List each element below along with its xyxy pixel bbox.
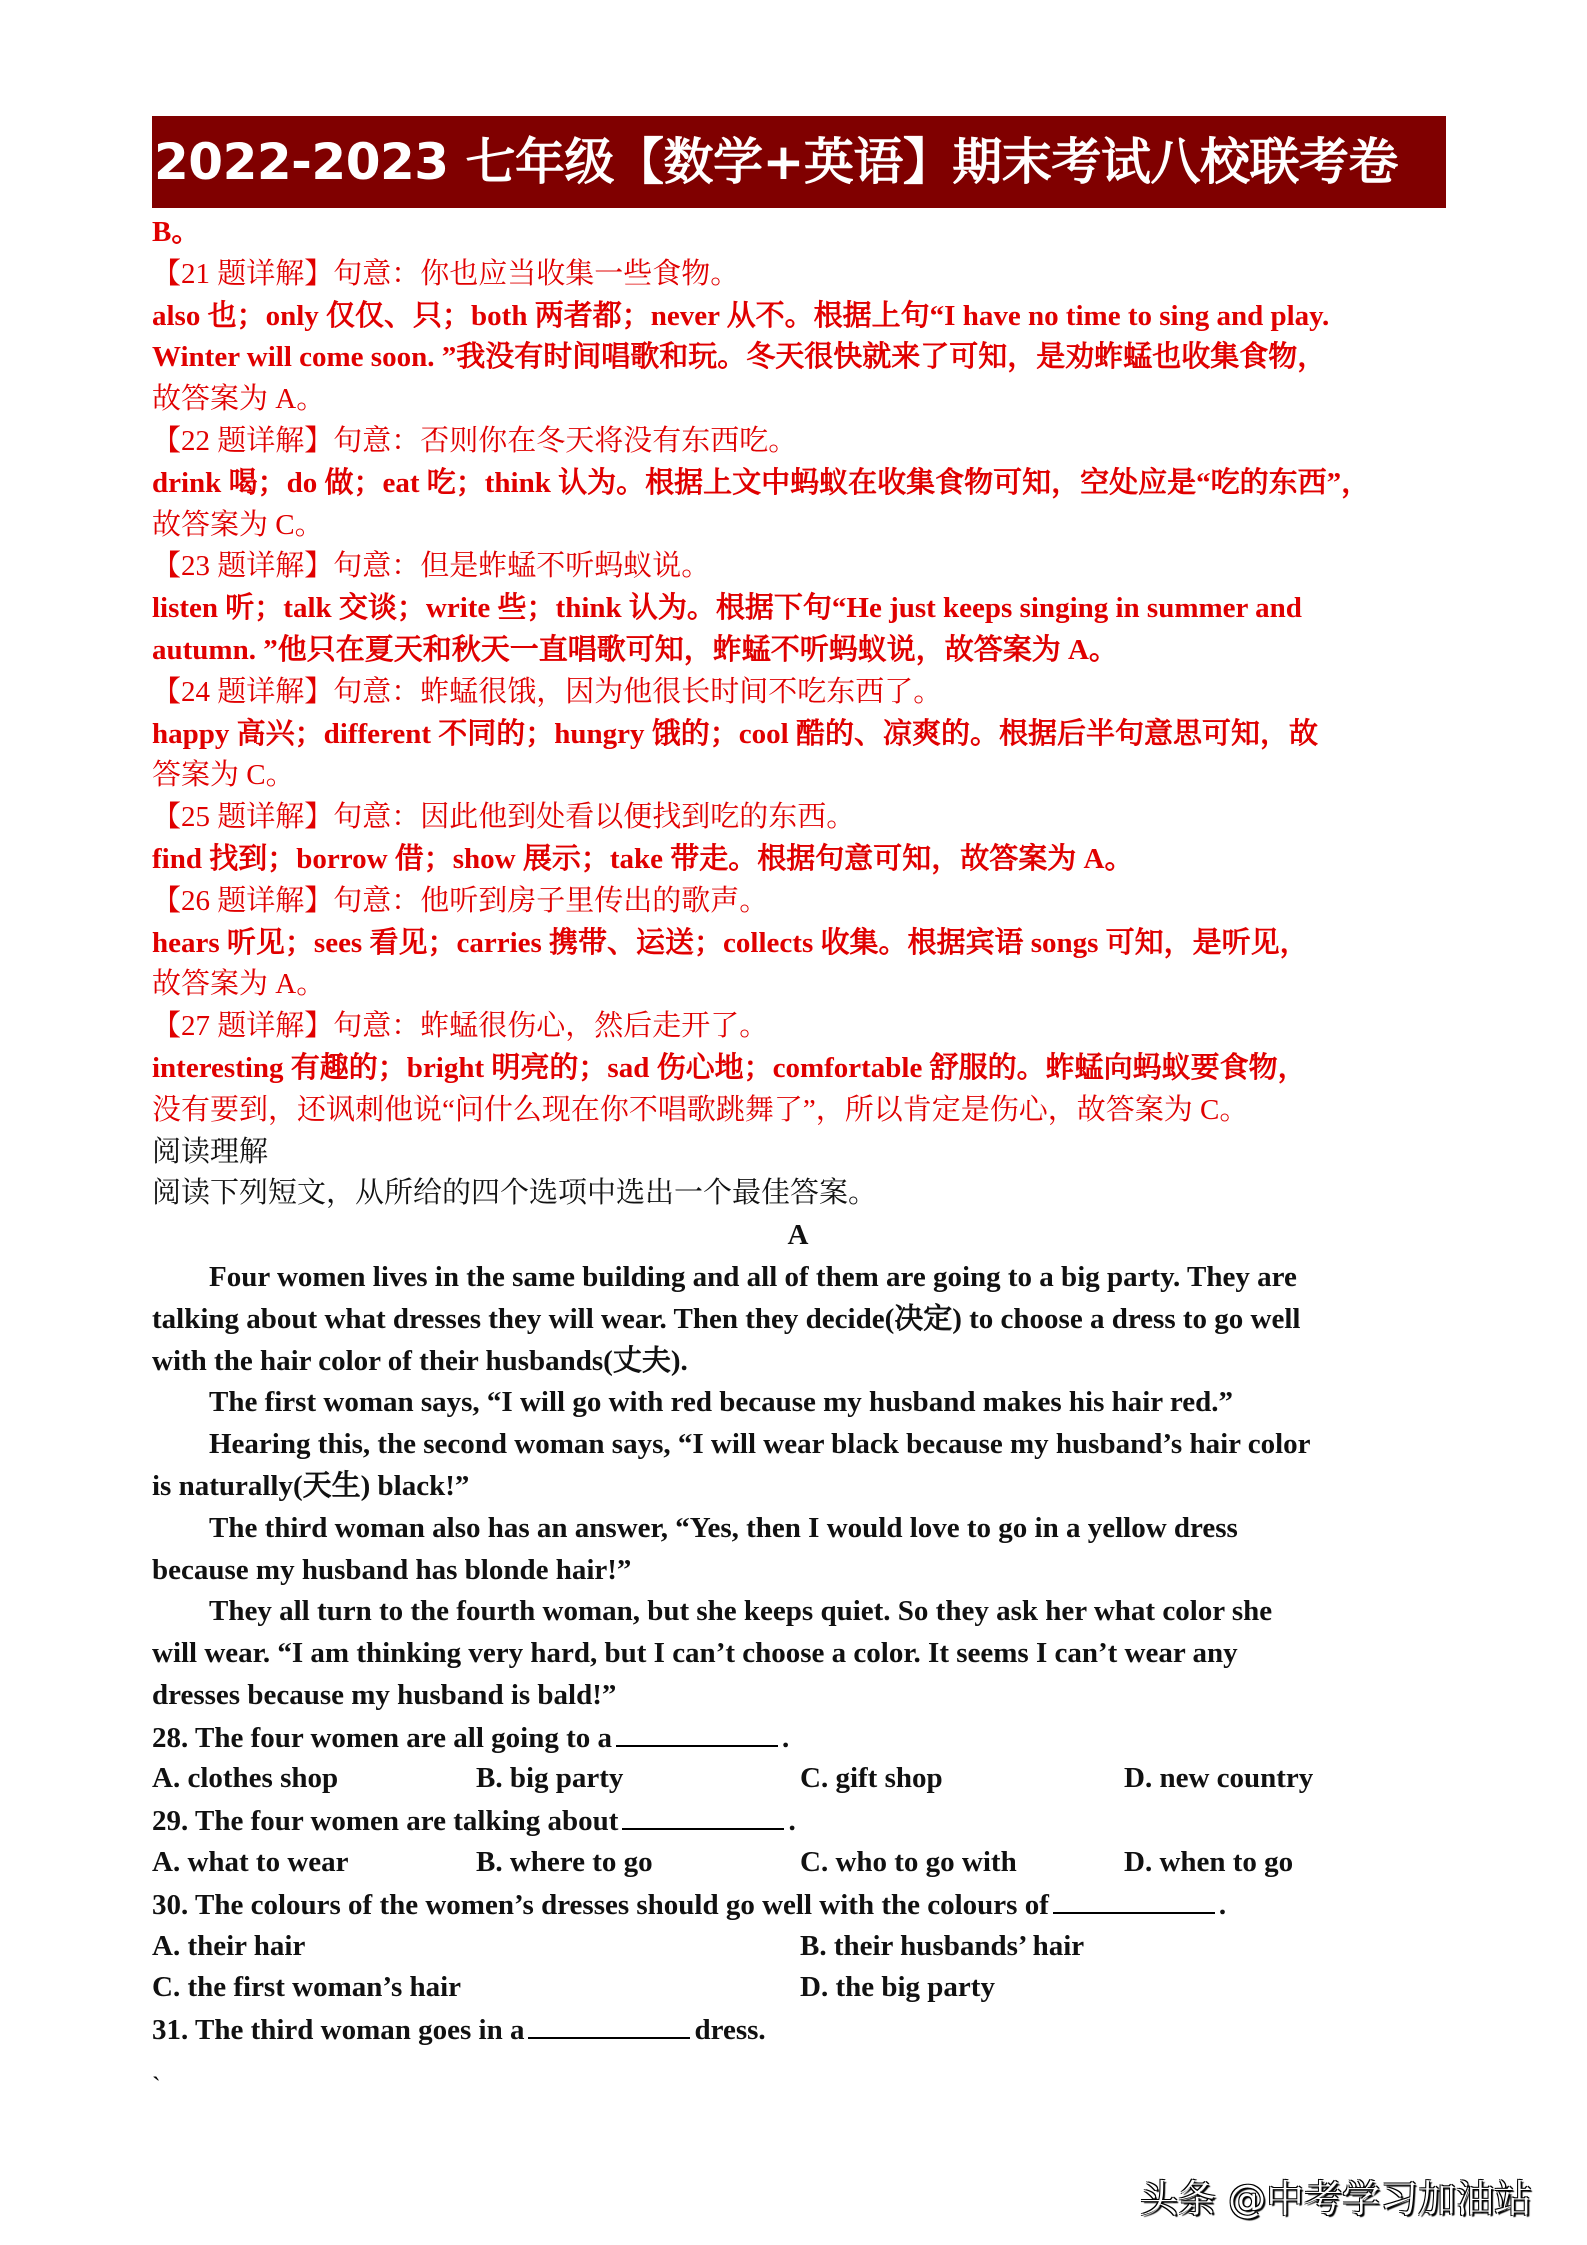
question-stem-end: .: [1218, 1888, 1227, 1921]
page-title: 2022-2023 七年级【数学+英语】期末考试八校联考卷: [154, 133, 1398, 191]
options-30-row2: [152, 1967, 1452, 2009]
option-b: B. where to go: [476, 1846, 653, 1879]
passage-line: dresses because my husband is bald!”: [152, 1678, 617, 1711]
option-a: A. clothes shop: [152, 1762, 339, 1795]
passage-line: is naturally(天生) black!”: [152, 1469, 470, 1502]
passage-line: The first woman says, “I will go with red because my husband makes his hair red.”: [209, 1386, 1233, 1419]
explanation-heading-21: 【21 题详解】句意：你也应当收集一些食物。: [152, 257, 740, 290]
option-a: A. their hair: [152, 1929, 306, 1962]
explanation-heading-26: 【26 题详解】句意：他听到房子里传出的歌声。: [152, 884, 769, 917]
explanation-line: Winter will come soon. ”我没有时间唱歌和玩。冬天很快就来了可知，是劝蚱蜢也收集食物，: [152, 341, 1327, 374]
explanation-line: 故答案为 C。: [152, 508, 324, 541]
explanation-line: 没有要到，还讽刺他说“问什么现在你不唱歌跳舞了”，所以肯定是伤心，故答案为 C。: [152, 1093, 1249, 1126]
option-d: D. the big party: [800, 1971, 995, 2004]
explanation-line: happy 高兴；different 不同的；hungry 饿的；cool 酷的、凉爽的。根据后半句意思可知，故: [152, 717, 1318, 750]
options-28: [152, 1758, 1452, 1800]
explanation-heading-23: 【23 题详解】句意：但是蚱蜢不听蚂蚁说。: [152, 550, 711, 583]
passage-line: with the hair color of their husbands(丈夫).: [152, 1344, 688, 1377]
explanation-heading-27: 【27 题详解】句意：蚱蜢很伤心，然后走开了。: [152, 1010, 769, 1043]
section-instructions: 阅读下列短文，从所给的四个选项中选出一个最佳答案。: [152, 1177, 878, 1210]
explanation-line: 故答案为 A。: [152, 383, 326, 416]
passage-line: Hearing this, the second woman says, “I will wear black because my husband’s hair color: [209, 1428, 1311, 1461]
document-content: [152, 212, 1452, 2051]
explanation-line: 答案为 C。: [152, 759, 295, 792]
question-31: [152, 2009, 1452, 2051]
question-stem-end: .: [781, 1721, 790, 1754]
option-a: A. what to wear: [152, 1846, 349, 1879]
passage-line: talking about what dresses they will wear. Then they decide(决定) to choose a dress to go well: [152, 1302, 1301, 1335]
answer-blank: [1053, 1884, 1215, 1914]
passage-line: will wear. “I am thinking very hard, but I can’t choose a color. It seems I can’t wear any: [152, 1637, 1238, 1670]
question-28: [152, 1717, 1452, 1759]
explanation-heading-25: 【25 题详解】句意：因此他到处看以便找到吃的东西。: [152, 801, 856, 834]
watermark: 头条 @中考学习加油站: [1140, 2177, 1533, 2221]
option-b: B. their husbands’ hair: [800, 1929, 1085, 1962]
question-stem: 29. The four women are talking about: [152, 1805, 619, 1838]
explanation-line: 故答案为 A。: [152, 968, 326, 1001]
question-stem-end: .: [788, 1805, 796, 1838]
explanation-line: also 也；only 仅仅、只；both 两者都；never 从不。根据上句“I have no time to sing and play.: [152, 299, 1330, 332]
option-c: C. who to go with: [800, 1846, 1017, 1879]
question-stem: 28. The four women are all going to a: [152, 1721, 612, 1754]
explanation-heading-22: 【22 题详解】句意：否则你在冬天将没有东西吃。: [152, 424, 798, 457]
answer-blank: [622, 1800, 784, 1830]
option-d: D. new country: [1124, 1762, 1314, 1795]
stray-mark: `: [152, 2072, 161, 2101]
answer-blank: [616, 1717, 778, 1747]
explanation-line: find 找到；borrow 借；show 展示；take 带走。根据句意可知，故答案为 A。: [152, 842, 1134, 875]
passage-line: Four women lives in the same building and all of them are going to a big party. They are: [209, 1260, 1297, 1293]
explanation-heading-24: 【24 题详解】句意：蚱蜢很饿，因为他很长时间不吃东西了。: [152, 675, 943, 708]
question-30: [152, 1884, 1452, 1926]
explanation-line: listen 听；talk 交谈；write 些；think 认为。根据下句“He just keeps singing in summer and: [152, 592, 1302, 625]
option-d: D. when to go: [1124, 1846, 1294, 1879]
explanation-line: drink 喝；do 做；eat 吃；think 认为。根据上文中蚂蚁在收集食物可知，空处应是“吃的东西”，: [152, 466, 1371, 499]
options-29: [152, 1842, 1452, 1884]
option-b: B. big party: [476, 1762, 624, 1795]
option-c: C. the first woman’s hair: [152, 1971, 462, 2004]
question-29: [152, 1800, 1452, 1842]
answer-blank: [528, 2009, 690, 2039]
passage-line: because my husband has blonde hair!”: [152, 1553, 632, 1586]
title-banner: [152, 116, 1446, 208]
section-title: 阅读理解: [152, 1135, 269, 1168]
question-stem: 31. The third woman goes in a: [152, 2014, 525, 2047]
previous-answer: B。: [152, 216, 201, 248]
option-c: C. gift shop: [800, 1762, 943, 1795]
passage-line: They all turn to the fourth woman, but she keeps quiet. So they ask her what color she: [209, 1595, 1273, 1628]
explanation-line: autumn. ”他只在夏天和秋天一直唱歌可知，蚱蜢不听蚂蚁说，故答案为 A。: [152, 633, 1118, 666]
passage-label: A: [787, 1219, 809, 1252]
passage-line: The third woman also has an answer, “Yes, then I would love to go in a yellow dress: [209, 1511, 1238, 1544]
explanation-line: hears 听见；sees 看见；carries 携带、运送；collects 收集。根据宾语 songs 可知，是听见，: [152, 926, 1309, 959]
explanation-line: interesting 有趣的；bright 明亮的；sad 伤心地；comfortable 舒服的。蚱蜢向蚂蚁要食物，: [152, 1051, 1307, 1084]
options-30-row1: [152, 1926, 1452, 1968]
question-stem: 30. The colours of the women’s dresses should go well with the colours of: [152, 1888, 1049, 1921]
question-stem-end: dress.: [694, 2014, 766, 2047]
